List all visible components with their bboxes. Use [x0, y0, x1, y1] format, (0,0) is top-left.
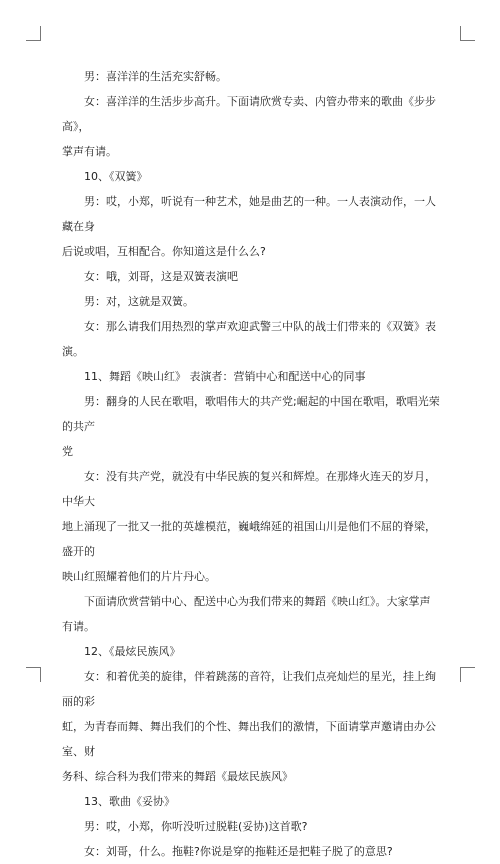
section-heading: 11、舞蹈《映山红》 表演者：营销中心和配送中心的同事 [84, 370, 366, 383]
text-line: 女：哦，刘哥，这是双簧表演吧 [84, 270, 238, 283]
document-body [62, 64, 440, 864]
text-line: 下面请欣赏营销中心、配送中心为我们带来的舞蹈《映山红》。大家掌声有请。 [62, 595, 431, 633]
text-line: 女：没有共产党，就没有中华民族的复兴和辉煌。在那烽火连天的岁月，中华大 [62, 470, 436, 508]
text-line: 地上涌现了一批又一批的英雄模范，巍峨绵延的祖国山川是他们不屈的脊梁，盛开的 [62, 520, 436, 558]
crop-mark-top-left [26, 26, 41, 41]
text-line: 男：翻身的人民在歌唱，歌唱伟大的共产党;崛起的中国在歌唱，歌唱光荣的共产 [62, 395, 440, 433]
text-line: 男：哎，小郑，听说有一种艺术，她是曲艺的一种。一人表演动作，一人藏在身 [62, 195, 436, 233]
text-line: 务科、综合科为我们带来的舞蹈《最炫民族风》 [62, 770, 293, 783]
text-line: 映山红照耀着他们的片片丹心。 [62, 570, 216, 583]
text-line: 党 [62, 445, 73, 458]
text-line: 虹，为青春而舞、舞出我们的个性、舞出我们的激情，下面请掌声邀请由办公室、财 [62, 720, 436, 758]
text-line: 男：喜洋洋的生活充实舒畅。 [84, 70, 227, 83]
text-line: 掌声有请。 [62, 145, 117, 158]
text-line: 男：哎，小郑，你听没听过脱鞋(妥协)这首歌? [84, 820, 308, 833]
section-heading: 12、《最炫民族风》 [84, 645, 181, 658]
crop-mark-bottom-left [26, 667, 41, 682]
text-line: 男：对，这就是双簧。 [84, 295, 194, 308]
crop-mark-top-right [460, 26, 475, 41]
section-heading: 10、《双簧》 [84, 170, 148, 183]
text-line: 女：和着优美的旋律，伴着跳荡的音符，让我们点亮灿烂的星光，挂上绚丽的彩 [62, 670, 436, 708]
crop-mark-bottom-right [460, 667, 475, 682]
text-line: 女：刘哥，什么。拖鞋?你说是穿的拖鞋还是把鞋子脱了的意思? [84, 845, 393, 858]
text-line: 女：喜洋洋的生活步步高升。下面请欣赏专卖、内管办带来的歌曲《步步高》， [62, 95, 436, 133]
text-line: 后说或唱，互相配合。你知道这是什么么? [62, 245, 266, 258]
text-line: 女：那么请我们用热烈的掌声欢迎武警三中队的战士们带来的《双簧》表演。 [62, 320, 436, 358]
section-heading: 13、歌曲《妥协》 [84, 795, 175, 808]
